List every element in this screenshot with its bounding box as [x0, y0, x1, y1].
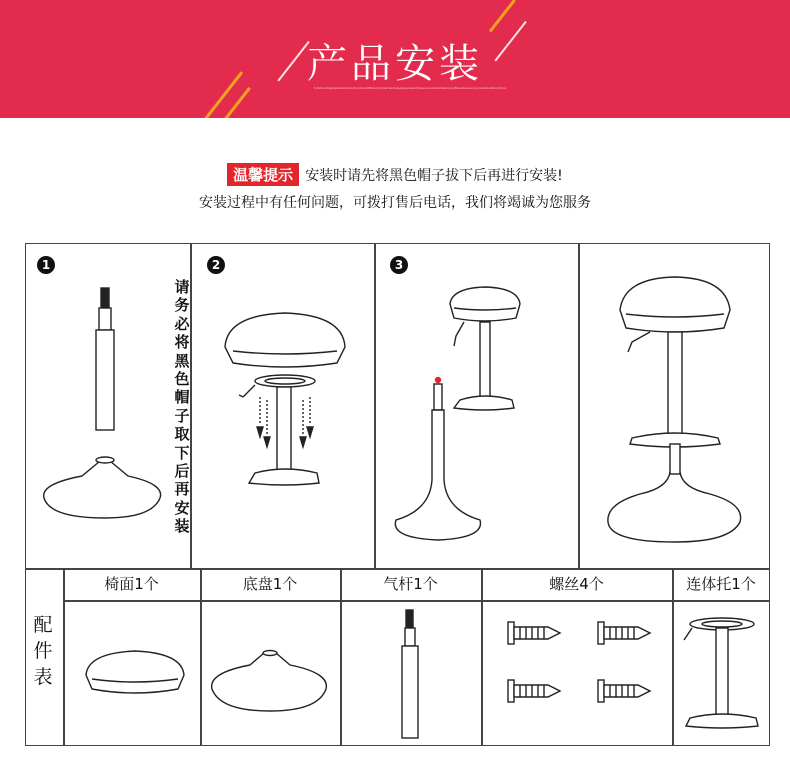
divider	[578, 243, 580, 568]
mount-plate	[255, 375, 315, 387]
part-header-base: 底盘1个	[242, 575, 298, 593]
header-banner	[0, 0, 790, 118]
base-plate	[608, 472, 741, 542]
lever	[628, 332, 650, 352]
assembled-stool-illustration	[590, 272, 760, 557]
stem	[668, 332, 682, 444]
base-hole	[96, 457, 114, 463]
part-header-gas-rod: 气杆1个	[383, 575, 438, 593]
part-seat-illustration	[80, 645, 190, 705]
banner-fine-print: fullstandingdesksbarstoolsfurnitureliftchairmodernsimpledesignqualityassurancefastdeliveryaftersalesservice barstoolsfurniture	[313, 86, 507, 90]
gas-rod	[670, 444, 680, 474]
seat	[620, 277, 730, 332]
gas-rod-top	[434, 384, 442, 410]
tip-line	[0, 163, 790, 186]
gas-rod-cap	[101, 288, 109, 308]
screw-icon	[598, 622, 650, 644]
part-gas-rod-illustration	[395, 606, 425, 741]
gas-rod-top	[99, 308, 111, 330]
banner-stripe	[489, 0, 516, 32]
part-bracket-illustration	[680, 610, 765, 735]
seat	[225, 313, 345, 367]
stem	[480, 322, 490, 402]
gas-rod-body	[96, 330, 114, 430]
step1-illustration	[40, 280, 170, 525]
base-plate	[44, 459, 161, 519]
step-number-2: 2	[207, 256, 225, 274]
screw-icon	[508, 680, 560, 702]
footrest	[454, 396, 514, 410]
lever	[454, 322, 464, 346]
rod-tip-marker	[436, 378, 441, 383]
part-base-illustration	[208, 645, 333, 720]
step3-illustration	[380, 280, 575, 560]
base-with-rod	[395, 410, 480, 540]
footrest	[249, 469, 319, 485]
divider	[63, 600, 770, 602]
parts-table-title: 配件表	[33, 614, 53, 688]
step2-illustration	[205, 305, 365, 490]
part-screws-illustration	[500, 612, 665, 722]
screw-icon	[508, 622, 560, 644]
tip-text-2: 安装过程中有任何问题，可拨打售后电话，我们将竭诚为您服务	[199, 195, 591, 211]
step1-note: 请务必将黑色帽子取下后再安装	[174, 278, 190, 536]
step-number-1: 1	[37, 256, 55, 274]
stem	[277, 387, 291, 477]
part-header-screws: 螺丝4个	[549, 575, 604, 593]
tip-text-1: 安装时请先将黑色帽子拔下后再进行安装!	[305, 168, 563, 184]
lever	[239, 385, 255, 397]
seat	[450, 287, 520, 321]
tip-badge: 温馨提示	[227, 163, 299, 186]
divider	[374, 243, 376, 568]
step-number-3: 3	[390, 256, 408, 274]
page-title: 产品安装	[307, 41, 483, 87]
part-header-seat: 椅面1个	[104, 575, 159, 593]
part-header-bracket: 连体托1个	[686, 575, 756, 593]
screw-icon	[598, 680, 650, 702]
